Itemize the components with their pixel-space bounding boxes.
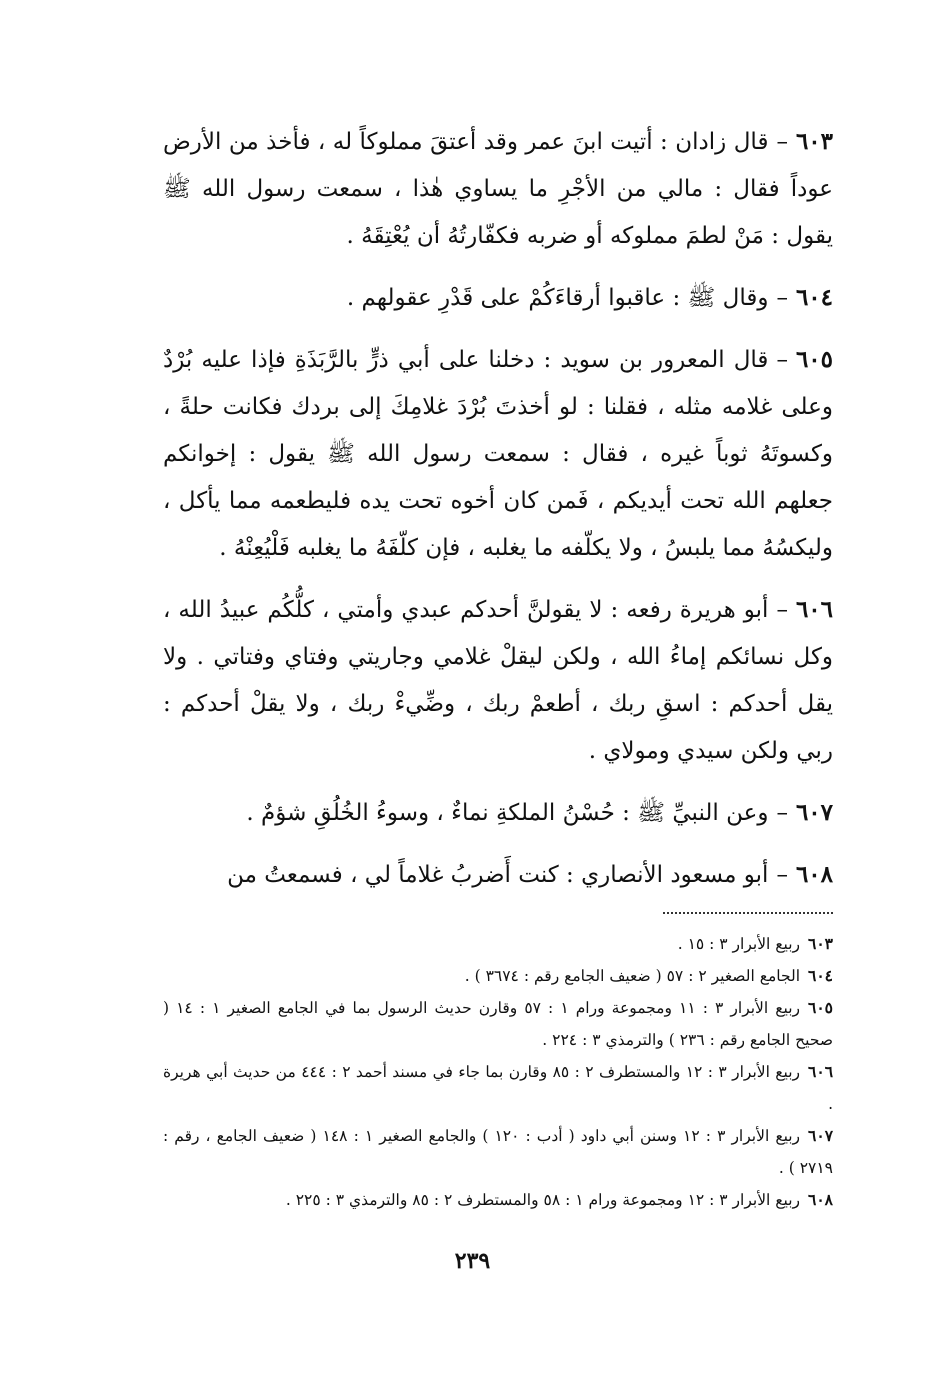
paragraph-text: وقال ﷺ : عاقبوا أرقاءَكُمْ على قَدْرِ عقولهم . <box>346 285 769 311</box>
paragraph-number: ٦٠٣ <box>795 128 833 155</box>
footnote-number: ٦٠٤ <box>808 966 833 985</box>
footnote-divider <box>663 912 833 914</box>
paragraph-number: ٦٠٤ <box>795 284 833 311</box>
paragraph-number: ٦٠٥ <box>795 346 833 373</box>
footnote-604 <box>163 960 833 992</box>
paragraph-text: وعن النبيِّ ﷺ : حُسْنُ الملكةِ نماءٌ ، وسوءُ الخُلُقِ شؤمٌ . <box>246 800 769 826</box>
footnote-number: ٦٠٥ <box>808 998 833 1017</box>
footnote-number: ٦٠٨ <box>808 1190 833 1209</box>
paragraph-606 <box>163 586 833 775</box>
paragraph-text: قال المعرور بن سويد : دخلنا على أبي ذرٍّ بالرَّبَذَةِ فإذا عليه بُرْدٌ وعلى غلامه مثله ، فقلنا : لو أخذتَ بُرْدَ غلامِكَ إلى بردك فكانت حلةً ، وكسوتَهُ ثوباً غيره ، فقال : سمعت رسول الله ﷺ يقول : إخوانكم جعلهم الله تحت أيديكم ، فَمن كان أخوه تحت يده فليطعمه مما يأكل ، وليكسُهُ مما يلبسُ ، ولا يكلّفه ما يغلبه ، فإن كلّفَهُ ما يغلبه فَلْيُعِنْهُ . <box>163 347 833 561</box>
footnote-608 <box>163 1184 833 1216</box>
footnote-603 <box>163 928 833 960</box>
footnote-text: ربيع الأبرار ٣ : ١٢ ومجموعة ورام ١ : ٥٨ والمستطرف ٢ : ٨٥ والترمذي ٣ : ٢٢٥ . <box>285 1191 801 1209</box>
footnote-number: ٦٠٦ <box>808 1062 834 1081</box>
paragraph-text: قال زادان : أتيت ابنَ عمر وقد أعتقَ مملوكاً له ، فأخذ من الأرض عوداً فقال : مالي من الأجْرِ ما يساوي هٰذا ، سمعت رسول الله ﷺ يقول : مَنْ لطمَ مملوكه أو ضربه فكفّارتُهُ أن يُعْتِقَهُ . <box>163 129 833 249</box>
footnote-605 <box>163 992 833 1056</box>
footnote-text: ربيع الأبرار ٣ : ١٥ . <box>677 935 801 953</box>
page-number: ٢٣٩ <box>454 1248 491 1274</box>
paragraph-dash: – <box>776 129 788 155</box>
paragraph-dash: – <box>776 347 788 373</box>
footnote-number: ٦٠٧ <box>808 1126 834 1145</box>
paragraph-dash: – <box>776 285 788 311</box>
footnote-text: ربيع الأبرار ٣ : ١٢ والمستطرف ٢ : ٨٥ وقارن بما جاء في مسند أحمد ٢ : ٤٤٤ من حديث أبي هريرة . <box>163 1063 833 1113</box>
paragraph-dash: – <box>776 800 788 826</box>
paragraph-605 <box>163 336 833 572</box>
footnote-text: ربيع الأبرار ٣ : ١١ ومجموعة ورام ١ : ٥٧ وقارن حديث الرسول بما في الجامع الصغير ١ : ١٤ ( صحيح الجامع رقم : ٢٣٦ ) والترمذي ٣ : ٢٢٤ . <box>163 999 833 1049</box>
paragraph-number: ٦٠٦ <box>795 596 833 623</box>
paragraph-text: أبو هريرة رفعه : لا يقولنَّ أحدكم عبدي وأمتي ، كلُّكُم عبيدُ الله ، وكل نسائكم إماءُ الله ، ولكن ليقلْ غلامي وجاريتي وفتاي وفتاتي . ولا يقل أحدكم : اسقِ ربك ، أطعمْ ربك ، وضِّيءْ ربك ، ولا يقلْ أحدكم : ربي ولكن سيدي ومولاي . <box>163 597 833 764</box>
paragraph-number: ٦٠٧ <box>795 799 833 826</box>
footnotes <box>163 928 833 1216</box>
paragraph-607 <box>163 789 833 837</box>
paragraph-dash: – <box>776 862 788 888</box>
footnote-text: الجامع الصغير ٢ : ٥٧ ( ضعيف الجامع رقم : ٣٦٧٤ ) . <box>464 967 801 985</box>
paragraph-number: ٦٠٨ <box>795 861 833 888</box>
footnote-text: ربيع الأبرار ٣ : ١٢ وسنن أبي داود ( أدب : ١٢٠ ) والجامع الصغير ١ : ١٤٨ ( ضعيف الجامع ، رقم : ٢٧١٩ ) . <box>163 1127 833 1177</box>
footnote-number: ٦٠٣ <box>808 934 833 953</box>
footnote-607 <box>163 1120 833 1184</box>
paragraph-608 <box>163 851 833 899</box>
footnote-606 <box>163 1056 833 1120</box>
main-text <box>163 118 833 913</box>
paragraph-text: أبو مسعود الأنصاري : كنت أَضربُ غلاماً لي ، فسمعتُ من <box>227 862 769 888</box>
paragraph-dash: – <box>776 597 788 623</box>
paragraph-603 <box>163 118 833 260</box>
paragraph-604 <box>163 274 833 322</box>
